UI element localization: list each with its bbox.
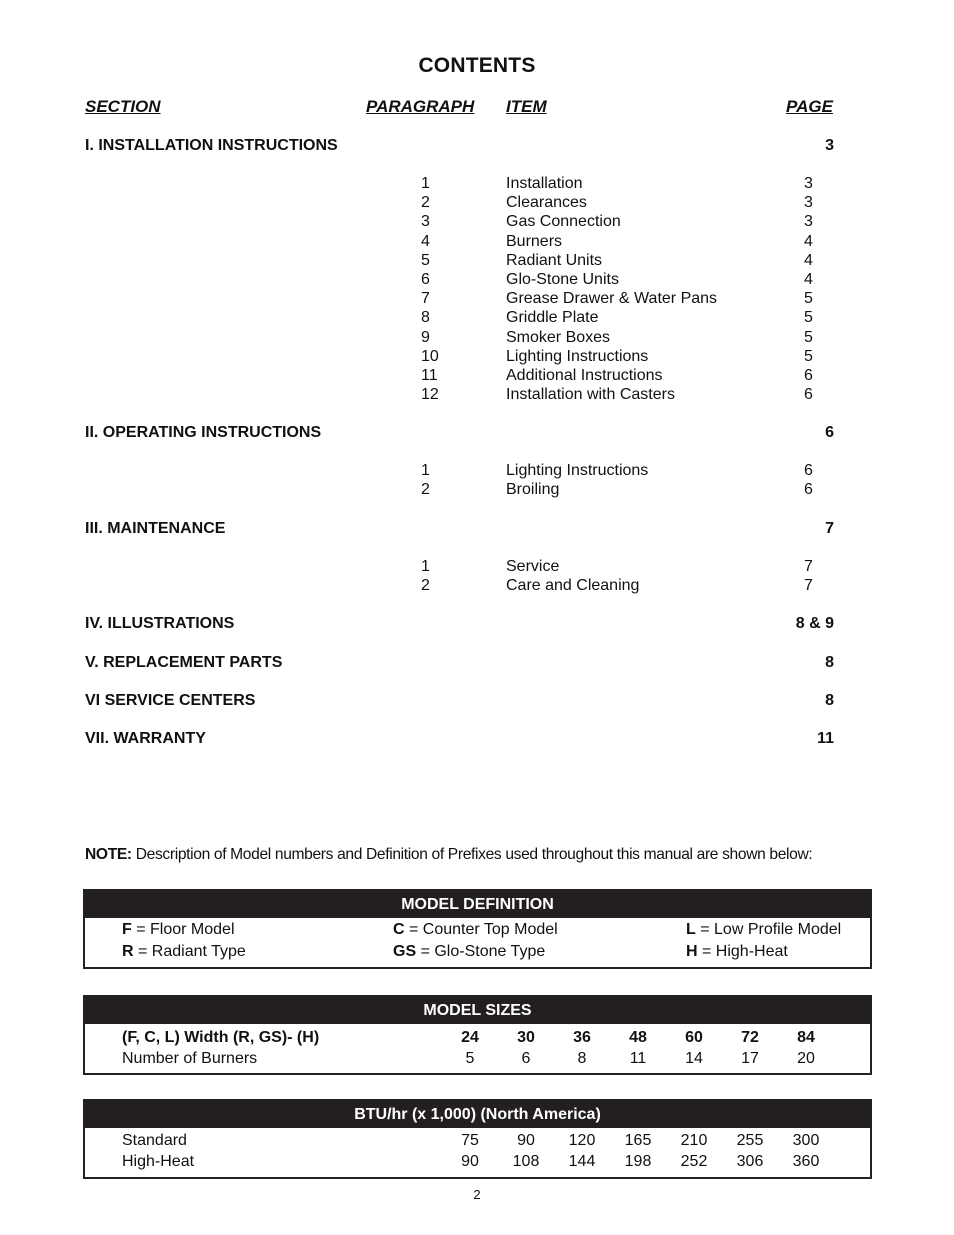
item-name: Lighting Instructions — [506, 462, 649, 479]
item-name: Installation with Casters — [506, 386, 675, 404]
burner-count: 6 — [521, 1050, 531, 1067]
burner-count: 11 — [629, 1050, 647, 1067]
btu-high-heat-value: 108 — [512, 1153, 540, 1170]
toc-item-row — [0, 213, 954, 232]
burners-label: Number of Burners — [122, 1050, 258, 1067]
toc-item-row — [0, 462, 954, 481]
item-page: 5 — [804, 309, 813, 327]
burner-count: 5 — [465, 1050, 475, 1067]
definition-radiant: R = Radiant Type — [122, 943, 246, 960]
section-title: I. INSTALLATION INSTRUCTIONS — [85, 137, 338, 154]
btu-standard-value: 210 — [680, 1132, 708, 1149]
section-page: 8 — [825, 692, 834, 709]
btu-standard-value: 120 — [568, 1132, 596, 1149]
definition-low-profile: L = Low Profile Model — [686, 921, 842, 938]
definition-high-heat: H = High-Heat — [686, 943, 788, 960]
section-page: 8 & 9 — [795, 615, 834, 632]
burner-count: 8 — [577, 1050, 587, 1067]
model-sizes-heading: MODEL SIZES — [85, 997, 870, 1024]
toc-item-row — [0, 271, 954, 290]
paragraph-number: 11 — [421, 367, 438, 384]
toc-item-row — [0, 233, 954, 252]
paragraph-number: 1 — [421, 462, 430, 479]
item-name: Clearances — [506, 194, 587, 212]
toc-item-row — [0, 309, 954, 328]
width-value: 30 — [517, 1029, 535, 1046]
paragraph-number: 3 — [421, 213, 430, 231]
toc-item-row — [0, 329, 954, 348]
paragraph-number: 10 — [421, 347, 439, 365]
burner-count: 17 — [741, 1050, 759, 1067]
width-value: 60 — [685, 1029, 703, 1046]
paragraph-number: 5 — [421, 251, 430, 269]
item-page: 6 — [804, 481, 813, 499]
btu-high-heat-value: 198 — [624, 1153, 652, 1170]
paragraph-number: 2 — [421, 577, 430, 595]
item-page: 7 — [804, 577, 813, 595]
section-title: II. OPERATING INSTRUCTIONS — [85, 424, 322, 441]
item-page: 4 — [804, 271, 813, 288]
definition-glo-stone: GS = Glo-Stone Type — [393, 943, 546, 960]
width-value: 84 — [797, 1029, 815, 1046]
toc-item-row — [0, 252, 954, 271]
toc-item-row — [0, 386, 954, 405]
header-page: PAGE — [786, 97, 833, 116]
header-section: SECTION — [85, 97, 161, 116]
btu-high-heat-value: 252 — [680, 1153, 708, 1170]
item-name: Griddle Plate — [506, 309, 599, 327]
width-value: 72 — [741, 1029, 759, 1046]
item-page: 6 — [804, 386, 813, 404]
item-name: Lighting Instructions — [506, 347, 649, 365]
item-name: Service — [506, 558, 560, 575]
btu-standard-value: 255 — [736, 1132, 764, 1149]
item-name: Grease Drawer & Water Pans — [506, 290, 718, 308]
high-heat-label: High-Heat — [122, 1153, 195, 1170]
section-page: 8 — [825, 654, 834, 671]
item-page: 6 — [804, 462, 813, 479]
item-name: Gas Connection — [506, 213, 621, 231]
contents-title: CONTENTS — [418, 54, 536, 77]
item-page: 3 — [804, 175, 813, 192]
item-name: Radiant Units — [506, 251, 603, 269]
btu-high-heat-value: 90 — [461, 1153, 479, 1170]
paragraph-number: 8 — [421, 309, 430, 327]
width-value: 48 — [629, 1029, 647, 1046]
item-name: Care and Cleaning — [506, 577, 640, 595]
header-paragraph: PARAGRAPH — [366, 97, 475, 116]
item-name: Additional Instructions — [506, 367, 663, 384]
toc-item-row — [0, 577, 954, 596]
section-title: VI SERVICE CENTERS — [85, 692, 256, 709]
item-name: Burners — [506, 232, 563, 250]
item-name: Broiling — [506, 481, 560, 499]
btu-high-heat-value: 360 — [792, 1153, 820, 1170]
item-page: 6 — [804, 367, 813, 384]
width-value: 36 — [573, 1029, 591, 1046]
item-name: Installation — [506, 175, 583, 192]
standard-label: Standard — [122, 1132, 187, 1149]
page-number: 2 — [473, 1187, 481, 1202]
item-page: 3 — [804, 213, 813, 231]
section-title: IV. ILLUSTRATIONS — [85, 615, 235, 632]
note-label: NOTE: — [85, 846, 132, 863]
btu-standard-value: 90 — [517, 1132, 535, 1149]
item-name: Smoker Boxes — [506, 328, 611, 346]
section-page: 11 — [817, 730, 834, 747]
item-name: Glo-Stone Units — [506, 271, 619, 288]
header-item: ITEM — [506, 97, 547, 116]
item-page: 3 — [804, 194, 813, 212]
toc-item-row — [0, 194, 954, 213]
item-page: 5 — [804, 347, 813, 365]
section-page: 7 — [825, 520, 834, 537]
paragraph-number: 7 — [421, 290, 430, 308]
btu-heading: BTU/hr (x 1,000) (North America) — [85, 1101, 870, 1128]
btu-standard-value: 165 — [624, 1132, 652, 1149]
width-value: 24 — [461, 1029, 479, 1046]
burner-count: 20 — [797, 1050, 815, 1067]
toc-item-row — [0, 290, 954, 309]
item-page: 4 — [804, 251, 813, 269]
note-paragraph — [85, 846, 812, 864]
item-page: 7 — [804, 558, 813, 575]
toc-item-row — [0, 481, 954, 500]
section-page: 3 — [825, 137, 834, 154]
toc-item-row — [0, 348, 954, 367]
item-page: 5 — [804, 328, 813, 346]
paragraph-number: 6 — [421, 271, 430, 288]
model-definition-box — [83, 889, 872, 969]
model-sizes-box — [83, 995, 872, 1075]
definition-counter-top: C = Counter Top Model — [393, 921, 558, 938]
note-text: Description of Model numbers and Definition of Prefixes used throughout this manual are shown below: — [131, 846, 813, 863]
paragraph-number: 4 — [421, 232, 430, 250]
item-page: 5 — [804, 290, 813, 308]
paragraph-number: 12 — [421, 386, 439, 404]
definition-floor: F = Floor Model — [122, 921, 235, 938]
paragraph-number: 2 — [421, 481, 430, 499]
btu-standard-value: 300 — [792, 1132, 820, 1149]
width-label: (F, C, L) Width (R, GS)- (H) — [122, 1029, 320, 1046]
model-definition-heading: MODEL DEFINITION — [85, 891, 870, 918]
paragraph-number: 9 — [421, 328, 430, 346]
toc-item-row — [0, 367, 954, 386]
btu-high-heat-value: 144 — [568, 1153, 596, 1170]
toc-item-row — [0, 558, 954, 577]
section-title: V. REPLACEMENT PARTS — [85, 654, 283, 671]
btu-high-heat-value: 306 — [736, 1153, 764, 1170]
paragraph-number: 2 — [421, 194, 430, 212]
item-page: 4 — [804, 232, 813, 250]
paragraph-number: 1 — [421, 175, 430, 192]
section-title: VII. WARRANTY — [85, 730, 206, 747]
toc-item-row — [0, 175, 954, 194]
paragraph-number: 1 — [421, 558, 430, 575]
burner-count: 14 — [685, 1050, 703, 1067]
btu-box — [83, 1099, 872, 1179]
section-page: 6 — [825, 424, 834, 441]
section-title: III. MAINTENANCE — [85, 520, 226, 537]
btu-standard-value: 75 — [461, 1132, 479, 1149]
